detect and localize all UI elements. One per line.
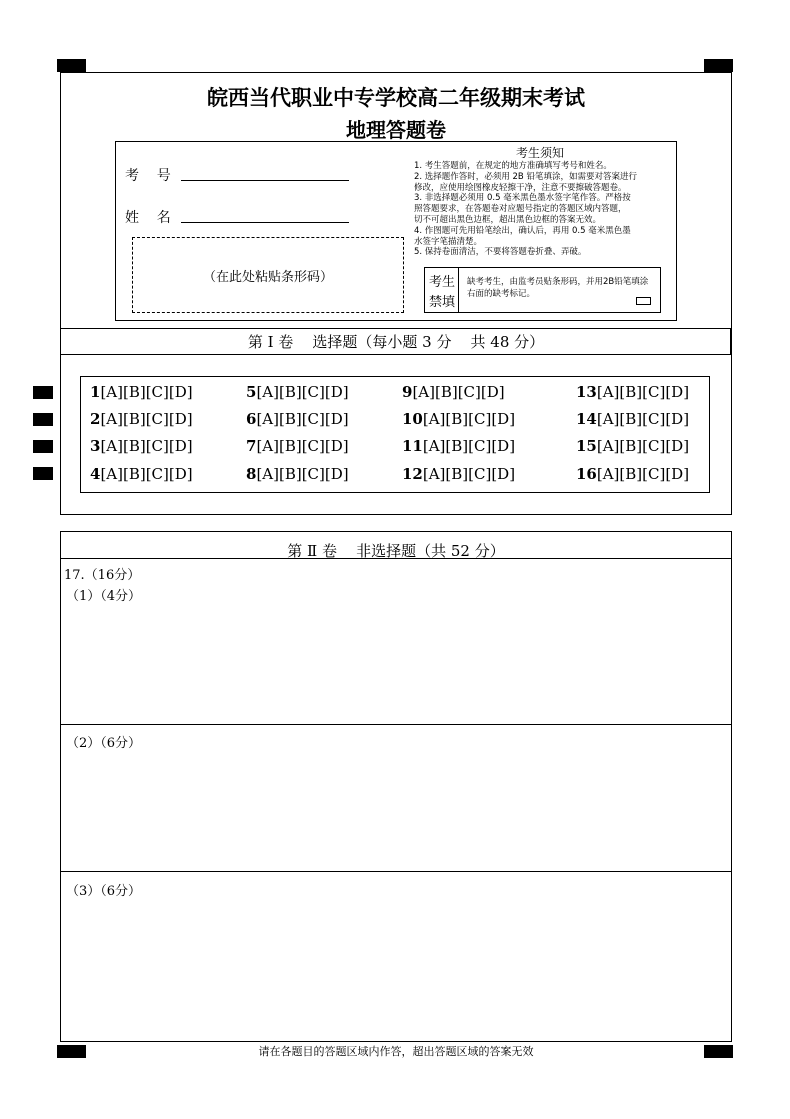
notice-line: 5. 保持卷面清洁，不要将答题卷折叠、弄破。 xyxy=(414,247,587,258)
footer-note: 请在各题目的答题区域内作答，超出答题区域的答案无效 xyxy=(258,1045,534,1058)
school-title: 皖西当代职业中专学校高二年级期末考试 xyxy=(207,85,585,110)
answer-options[interactable]: [A][B][C][D] xyxy=(256,410,349,428)
exam-number-label: 考 号 xyxy=(125,168,171,184)
answer-options[interactable]: [A][B][C][D] xyxy=(422,437,516,455)
question-number: 7 xyxy=(246,437,257,455)
notice-line: 修改，应使用绘图橡皮轻擦干净，注意不要擦破答题卷。 xyxy=(414,182,627,193)
answer-area-1[interactable] xyxy=(61,600,731,724)
name-field[interactable] xyxy=(181,222,349,223)
answer-options[interactable]: [A][B][C][D] xyxy=(256,383,349,401)
choice-question-5[interactable] xyxy=(246,383,349,401)
notice-line: 2. 选择题作答时，必须用 2B 铅笔填涂，如需要对答案进行 xyxy=(414,171,637,182)
sub-question-1-label: （1）（4分） xyxy=(66,589,142,604)
registration-mark-top-right xyxy=(704,59,733,72)
question-number: 11 xyxy=(402,437,423,455)
answer-options[interactable]: [A][B][C][D] xyxy=(422,410,516,428)
part2-heading-divider xyxy=(60,558,732,559)
choice-question-8[interactable] xyxy=(246,465,349,483)
choice-question-15[interactable] xyxy=(576,437,689,455)
question-number: 10 xyxy=(402,410,423,428)
question-number: 16 xyxy=(576,465,597,483)
question-number: 14 xyxy=(576,410,597,428)
answer-options[interactable]: [A][B][C][D] xyxy=(256,437,349,455)
notice-line: 水签字笔描清楚。 xyxy=(414,236,483,247)
sheet-title: 地理答题卷 xyxy=(346,118,446,142)
choice-question-2[interactable] xyxy=(90,410,193,428)
choice-question-14[interactable] xyxy=(576,410,689,428)
part2-heading: 第 Ⅱ 卷 非选择题（共 52 分） xyxy=(287,542,505,560)
answer-area-2[interactable] xyxy=(61,750,731,870)
name-label: 姓 名 xyxy=(125,210,171,226)
exam-number-field[interactable] xyxy=(181,180,349,181)
notice-line: 3. 非选择题必须用 0.5 毫米黑色墨水签字笔作答。严格按 xyxy=(414,193,631,204)
choice-question-11[interactable] xyxy=(402,437,515,455)
notice-title: 考生须知 xyxy=(515,146,564,160)
divider-2 xyxy=(60,871,732,872)
choice-question-10[interactable] xyxy=(402,410,515,428)
registration-mark-top-left xyxy=(57,59,86,72)
answer-options[interactable]: [A][B][C][D] xyxy=(100,383,193,401)
question-number: 3 xyxy=(90,437,101,455)
notice-line: 切不可超出黑色边框，超出黑色边框的答案无效。 xyxy=(414,214,602,225)
absent-instructions xyxy=(467,276,648,300)
answer-options[interactable]: [A][B][C][D] xyxy=(596,465,690,483)
absent-mark-box[interactable] xyxy=(636,297,651,305)
part1-heading: 第 Ⅰ 卷 选择题（每小题 3 分 共 48 分） xyxy=(247,333,545,351)
question-number: 2 xyxy=(90,410,101,428)
barcode-placeholder-text: （在此处粘贴条形码） xyxy=(202,270,333,285)
choice-question-6[interactable] xyxy=(246,410,349,428)
choice-question-13[interactable] xyxy=(576,383,689,401)
notice-body xyxy=(414,161,674,258)
question-number: 4 xyxy=(90,465,101,483)
notice-line: 1. 考生答题前，在规定的地方准确填写考号和姓名。 xyxy=(414,161,612,171)
question-number: 8 xyxy=(246,465,257,483)
absent-label-line2: 禁填 xyxy=(428,295,455,310)
row-mark-4 xyxy=(33,467,53,480)
answer-options[interactable]: [A][B][C][D] xyxy=(596,383,690,401)
choice-question-7[interactable] xyxy=(246,437,349,455)
answer-options[interactable]: [A][B][C][D] xyxy=(596,410,690,428)
notice-line: 照答题要求，在答题卷对应题号指定的答题区域内答题， xyxy=(414,204,627,215)
question-number: 1 xyxy=(90,383,101,401)
row-mark-2 xyxy=(33,413,53,426)
choice-question-3[interactable] xyxy=(90,437,193,455)
notice-line: 4. 作图题可先用铅笔绘出，确认后，再用 0.5 毫米黑色墨 xyxy=(414,225,631,236)
choice-question-1[interactable] xyxy=(90,383,193,401)
absent-instruction-line: 右面的缺考标记。 xyxy=(467,289,536,299)
answer-options[interactable]: [A][B][C][D] xyxy=(100,410,193,428)
row-mark-3 xyxy=(33,440,53,453)
choice-question-9[interactable] xyxy=(402,383,505,401)
absent-label-line1: 考生 xyxy=(428,275,455,290)
choice-question-4[interactable] xyxy=(90,465,193,483)
question-number: 9 xyxy=(402,383,413,401)
answer-options[interactable]: [A][B][C][D] xyxy=(412,383,505,401)
answer-options[interactable]: [A][B][C][D] xyxy=(596,437,690,455)
question-number: 15 xyxy=(576,437,597,455)
answer-options[interactable]: [A][B][C][D] xyxy=(100,437,193,455)
sub-question-2-label: （2）（6分） xyxy=(66,736,142,751)
answer-options[interactable]: [A][B][C][D] xyxy=(100,465,193,483)
absent-instruction-line: 缺考考生，由监考员贴条形码，并用2B铅笔填涂 xyxy=(467,277,649,287)
answer-area-3[interactable] xyxy=(61,898,731,1040)
question-number: 6 xyxy=(246,410,257,428)
answer-options[interactable]: [A][B][C][D] xyxy=(422,465,516,483)
choice-question-16[interactable] xyxy=(576,465,689,483)
choice-question-12[interactable] xyxy=(402,465,515,483)
answer-options[interactable]: [A][B][C][D] xyxy=(256,465,349,483)
absent-box-divider xyxy=(458,267,459,313)
divider-1 xyxy=(60,724,732,725)
question-17-label: 17.（16分） xyxy=(64,568,141,583)
row-mark-1 xyxy=(33,386,53,399)
sub-question-3-label: （3）（6分） xyxy=(66,884,142,899)
question-number: 12 xyxy=(402,465,423,483)
question-number: 13 xyxy=(576,383,597,401)
question-number: 5 xyxy=(246,383,257,401)
